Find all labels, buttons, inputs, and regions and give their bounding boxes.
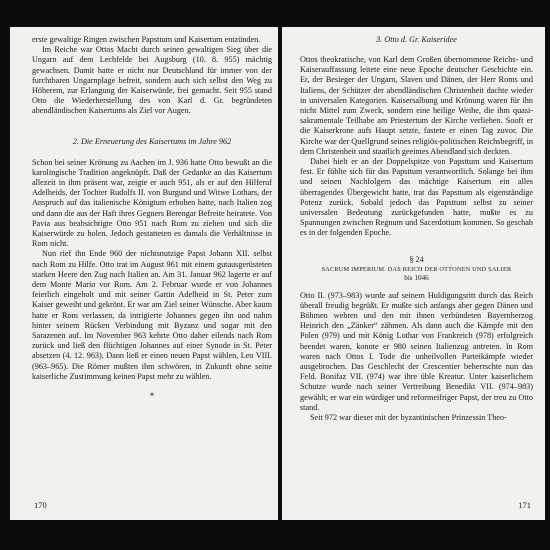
right-section-paragraph-1: Otto II. (973–983) wurde auf seinem Huldigungsritt durch das Reich überall freudig begrüßt. Er mußte sich anfangs aber gegen Dänen und Böhmen wehren und den mit ihnen verbündeten Bayernherzog Heinrich den „Zänker“ zähmen. Als dann auch die Kämpfe mit den Polen (979) und mit König Lothar von Frankreich (978) erfolgreich beendet waren, konnte er 980 seinen Italienzug antreten. In Rom waren nach Ottos I. Tode die unheilvollen Parteikämpfe wieder ausgebrochen. Das Geschlecht der Crescentier beherrschte nun das Feld. Bonifaz VII. (974) war ihre üble Kreatur. Unter kaiserlichem Schutze wurde nach seiner Vertreibung Benedikt VII. (974–983) gewählt; er war ein würdiger und reformeifriger Papst, der treu zu Otto stand. <box>300 290 533 412</box>
right-section-paragraph-2: Seit 972 war dieser mit der byzantinischen Prinzessin Theo- <box>310 413 507 423</box>
right-paragraph-1: Ottos theokratische, von Karl dem Großen übernommene Reichs- und Kaiserauffassung leitete eine neue Epoche deutscher Geschichte ein. Er, der Besieger der Ungarn, Slaven und Dänen, der Herr Roms und Italiens, der Schützer der abendländischen Christenheit dachte wieder in universalen Kategorien. Kaisersalbung und Krönung waren für ihn nicht Mittel zum Zweck, sondern eine heilige Weihe, die ihm quasi-sakramentale Teilhabe am Priestertum der Kirche verliehen. Sooft er die Kaiserkrone aufs Haupt setzte, fastete er einen Tag zuvor. Die Kirche war der Quellgrund seines religiös-politischen Reichsbegriff, in dem Christenheit und staatlich geeintes Abendland sich deckten. <box>300 55 533 156</box>
left-paragraph-2: Im Reiche war Ottos Macht durch seinen gewaltigen Sieg über die Ungarn auf dem Lechfelde bei Augsburg (10. 8. 955) mächtig gewachsen. Damit hatte er nicht nur Deutschland für immer von der furchtbaren Ungarnplage befreit, sondern auch sich selbst den Weg zu Höherem, zur Erlangung der Kaiserwürde, frei gemacht. Seit 955 stand Otto die Wiederherstellung des von Karl d. Gr. begründeten abendländischen Kaisertums als Ziel vor Augen. <box>32 45 272 116</box>
left-section-paragraph-1: Schon bei seiner Krönung zu Aachen im J. 936 hatte Otto bewußt an die karolingische Tradition angeknüpft. Daß der Gedanke an das Kaisertum allezeit in ihm präsent war, zeigte er auch 951, als er auf den Hilferuf Adelheids, der Tochter Rudolfs II. von Burgund und Witwe Lothars, der Anspruch auf das italienische Königtum erhoben hatte, nach Italien zog und dann die aus der Haft ihres Gegners Berengar Befreite heiratete. Von Pavia aus beabsichtigte Otto 951 nach Rom zu ziehen und sich die Kaiserwürde zu holen. Jedoch gestatteten es damals die Verhältnisse in Rom nicht. <box>32 157 272 249</box>
section-heading: SACRUM IMPERIUM. DAS REICH DER OTTONEN UND SALIER <box>321 265 512 273</box>
left-section-paragraph-2: Nun rief ihn Ende 960 der nichtsnutzige Papst Johann XII. selbst nach Rom zu Hilfe. Otto trat im August 961 mit einem gutausgerüsteten starken Heere den Zug nach Italien an. Am 31. Januar 962 lagerte er auf dem Monte Mario vor Rom. Am 2. Februar wurde er von Johannes feierlich eingeholt und mit seiner Gattin Adelheid in St. Peter zum Kaiser geweiht und gekrönt. Er war am Ziel seiner Wünsche. Aber kaum hatte er Rom verlassen, da intrigierte Johannes gegen ihn und nahm hinter seinem Rücken Verbindung mit Byzanz und sogar mit den Sarazenen auf. Im November 963 kehrte Otto daher eilends nach Rom zurück und ließ den flüchtigen Johannes auf einer Synode in St. Peter absetzen (4. 12. 963). Dann ließ er einen neuen Papst wählen, Leo VIII. (963–965). Die Römer mußten ihm schwören, in Zukunft ohne seine kaiserliche Zustimmung keinen Papst mehr zu wählen. <box>32 249 272 381</box>
left-page <box>10 27 278 520</box>
page-number-right: 171 <box>518 500 531 510</box>
page-number-left: 170 <box>34 500 47 510</box>
left-section-title: 2. Die Erneuerung des Kaisertums im Jahre 962 <box>72 136 232 146</box>
running-header: 3. Otto d. Gr. Kaiseridee <box>376 35 457 44</box>
right-page <box>282 27 545 520</box>
star-separator: * <box>149 391 155 402</box>
section-year: bis 1046 <box>404 273 429 282</box>
left-paragraph-1: erste gewaltige Ringen zwischen Papsttum und Kaisertum entzünden. <box>32 35 261 44</box>
section-number: § 24 <box>409 254 424 264</box>
right-paragraph-2: Dabei hielt er an der Doppelspitze von Papsttum und Kaisertum fest. Er fühlte sich für das Papsttum verantwortlich. Solange bei ihm und seinen Nachfolgern das mächtige Kaisertum ein alles überragendes Übergewicht hatte, trat das Papsttum als eigenständige Potenz zurück. Sobald jedoch das Papsttum selbst zu seiner universalen Bedeutung zurückgefunden hatte, mußte es zu Spannungen zwischen Regnum und Sacerdotium kommen. So geschah es in der folgenden Epoche. <box>300 157 533 238</box>
